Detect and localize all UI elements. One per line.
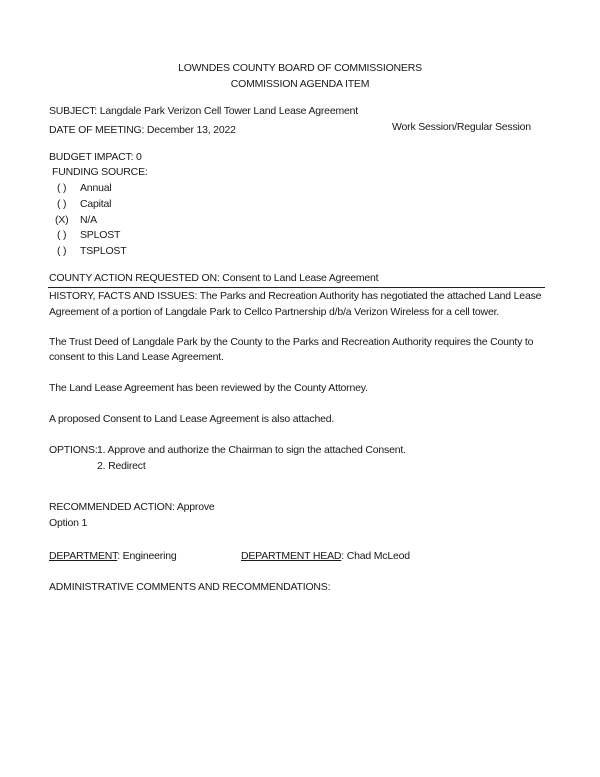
- doc-title: COMMISSION AGENDA ITEM: [230, 78, 370, 90]
- recommended-action: RECOMMENDED ACTION: Approve: [49, 501, 215, 513]
- date-of-meeting: DATE OF MEETING: December 13, 2022: [49, 124, 236, 136]
- divider: [48, 287, 545, 288]
- funding-option: Capital: [80, 198, 112, 210]
- reviewed-text: The Land Lease Agreement has been reviewed by the County Attorney.: [49, 382, 368, 394]
- department-value: : Engineering: [117, 550, 177, 562]
- org-title: LOWNDES COUNTY BOARD OF COMMISSIONERS: [178, 62, 422, 74]
- funding-option: SPLOST: [80, 229, 121, 241]
- budget-impact: BUDGET IMPACT: 0: [49, 151, 142, 163]
- history-line: HISTORY, FACTS AND ISSUES: The Parks and Recreation Authority has negotiated the attached Land Lease: [49, 290, 542, 302]
- funding-option: N/A: [80, 214, 97, 226]
- county-action: COUNTY ACTION REQUESTED ON: Consent to Land Lease Agreement: [49, 272, 379, 284]
- session-type: Work Session/Regular Session: [392, 121, 531, 133]
- funding-mark: ( ): [57, 182, 67, 194]
- trust-line: The Trust Deed of Langdale Park by the County to the Parks and Recreation Authority requires the County to: [49, 336, 534, 348]
- department-head-label: DEPARTMENT HEAD: [241, 550, 342, 562]
- recommended-option: Option 1: [49, 517, 88, 529]
- department: [49, 549, 177, 563]
- funding-source-label: FUNDING SOURCE:: [52, 166, 148, 178]
- funding-mark: ( ): [57, 245, 67, 257]
- department-head: [241, 549, 410, 563]
- option-item: 2. Redirect: [97, 460, 146, 472]
- funding-mark: (X): [55, 214, 69, 226]
- options-label: OPTIONS:: [49, 444, 98, 456]
- trust-line: consent to this Land Lease Agreement.: [49, 351, 224, 363]
- funding-option: Annual: [80, 182, 112, 194]
- option-item: 1. Approve and authorize the Chairman to sign the attached Consent.: [97, 444, 406, 456]
- funding-mark: ( ): [57, 198, 67, 210]
- department-head-value: : Chad McLeod: [341, 550, 410, 562]
- proposed-text: A proposed Consent to Land Lease Agreement is also attached.: [49, 413, 335, 425]
- history-line: Agreement of a portion of Langdale Park to Cellco Partnership d/b/a Verizon Wireless for a cell tower.: [49, 306, 500, 318]
- funding-mark: ( ): [57, 229, 67, 241]
- funding-option: TSPLOST: [80, 245, 127, 257]
- admin-comments: ADMINISTRATIVE COMMENTS AND RECOMMENDATIONS:: [49, 581, 331, 593]
- subject: SUBJECT: Langdale Park Verizon Cell Tower Land Lease Agreement: [49, 105, 359, 117]
- department-label: DEPARTMENT: [49, 550, 118, 562]
